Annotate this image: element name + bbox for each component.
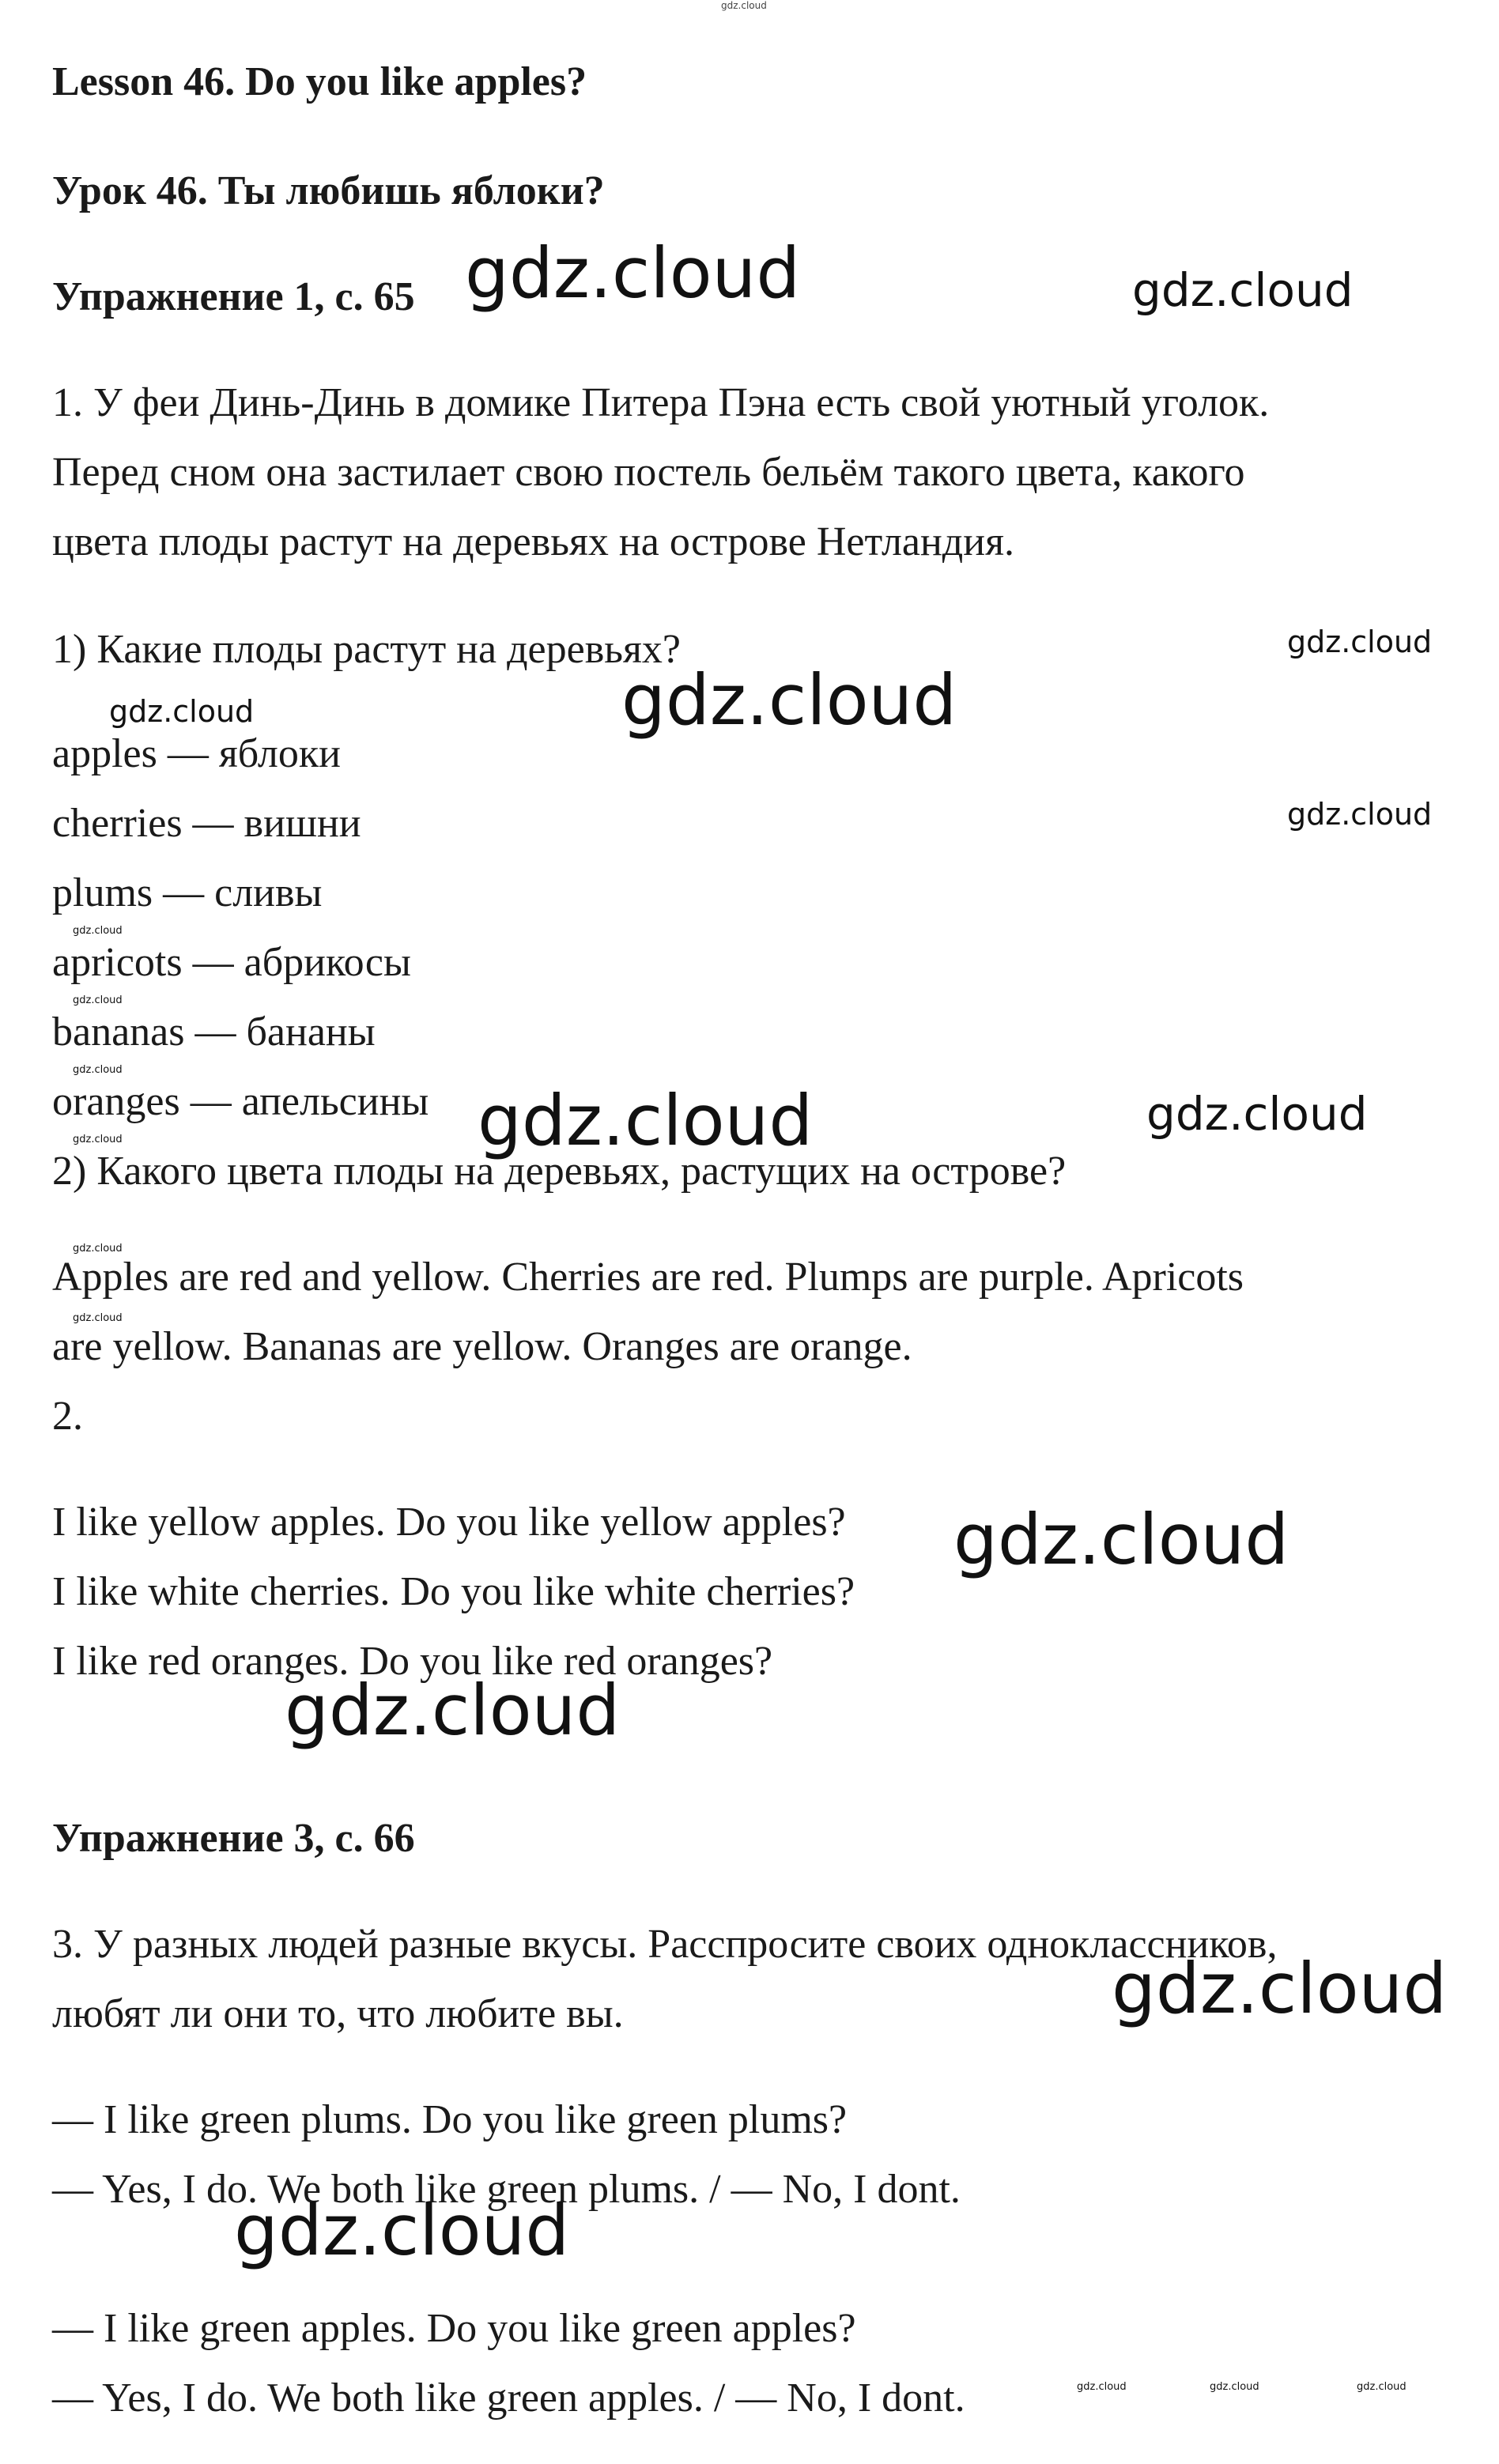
ex3-task-line: 3. У разных людей разные вкусы. Расспросите своих одноклассников, [52, 1922, 1278, 1967]
ex3-task-line: любят ли они то, что любите вы. [52, 1991, 624, 2036]
ex1-question-1: 1) Какие плоды растут на деревьях? [52, 627, 681, 672]
fruit-item: bananas — бананы [52, 1009, 376, 1055]
watermark-text: gdz.cloud [1112, 1948, 1448, 2029]
watermark-text: gdz.cloud [73, 994, 123, 1006]
watermark-text: gdz.cloud [1146, 1087, 1368, 1141]
watermark-text: gdz.cloud [465, 232, 801, 314]
watermark-text: gdz.cloud [1077, 2381, 1127, 2393]
ex1-task-line: 1. У феи Динь-Динь в домике Питера Пэна есть свой уютный уголок. [52, 380, 1270, 425]
watermark-text: gdz.cloud [1132, 263, 1354, 317]
ex1-task-line: цвета плоды растут на деревьях на острове Нетландия. [52, 519, 1014, 564]
watermark-text: gdz.cloud [953, 1499, 1289, 1580]
watermark-text: gdz.cloud [73, 1134, 123, 1145]
lesson-title-ru: Урок 46. Ты любишь яблоки? [52, 168, 605, 213]
watermark-text: gdz.cloud [285, 1670, 621, 1751]
watermark-text: gdz.cloud [73, 1064, 123, 1076]
lesson-title-en: Lesson 46. Do you like apples? [52, 59, 587, 104]
ex1-answer-line: Apples are red and yellow. Cherries are red. Plumps are purple. Apricots [52, 1255, 1244, 1300]
watermark-text: gdz.cloud [478, 1080, 814, 1161]
exercise-1-heading: Упражнение 1, с. 65 [52, 274, 415, 319]
watermark-text: gdz.cloud [73, 1243, 123, 1255]
watermark-text: gdz.cloud [1210, 2381, 1259, 2393]
watermark-text: gdz.cloud [109, 694, 255, 729]
ex1-question-2: 2) Какого цвета плоды на деревьях, растущих на острове? [52, 1149, 1067, 1194]
watermark-text: gdz.cloud [721, 0, 767, 11]
exercise-3-heading: Упражнение 3, с. 66 [52, 1816, 415, 1861]
fruit-item: oranges — апельсины [52, 1079, 429, 1124]
ex1-answer-line: are yellow. Bananas are yellow. Oranges are orange. [52, 1324, 912, 1369]
ex1-task-line: Перед сном она застилает свою постель бельём такого цвета, какого [52, 450, 1245, 495]
fruit-item: cherries — вишни [52, 801, 361, 846]
watermark-text: gdz.cloud [621, 659, 957, 741]
watermark-text: gdz.cloud [73, 1312, 123, 1324]
dialog-line: — I like green plums. Do you like green plums? [52, 2097, 848, 2142]
dialog-line: — I like green apples. Do you like green apples? [52, 2306, 856, 2351]
watermark-text: gdz.cloud [73, 925, 123, 937]
dialog-line: — Yes, I do. We both like green plums. / — No, I dont. [52, 2167, 961, 2212]
watermark-text: gdz.cloud [1287, 797, 1433, 832]
fruit-item: apricots — абрикосы [52, 940, 411, 985]
watermark-text: gdz.cloud [1287, 624, 1433, 659]
ex2-line: I like red oranges. Do you like red oranges? [52, 1639, 773, 1684]
watermark-text: gdz.cloud [234, 2190, 570, 2271]
dialog-line: — Yes, I do. We both like green apples. / — No, I dont. [52, 2375, 965, 2421]
watermark-text: gdz.cloud [1357, 2381, 1406, 2393]
exercise-2-label: 2. [52, 1394, 83, 1439]
fruit-item: plums — сливы [52, 870, 323, 915]
ex2-line: I like white cherries. Do you like white cherries? [52, 1569, 855, 1614]
fruit-item: apples — яблоки [52, 731, 341, 776]
ex2-line: I like yellow apples. Do you like yellow apples? [52, 1500, 846, 1545]
